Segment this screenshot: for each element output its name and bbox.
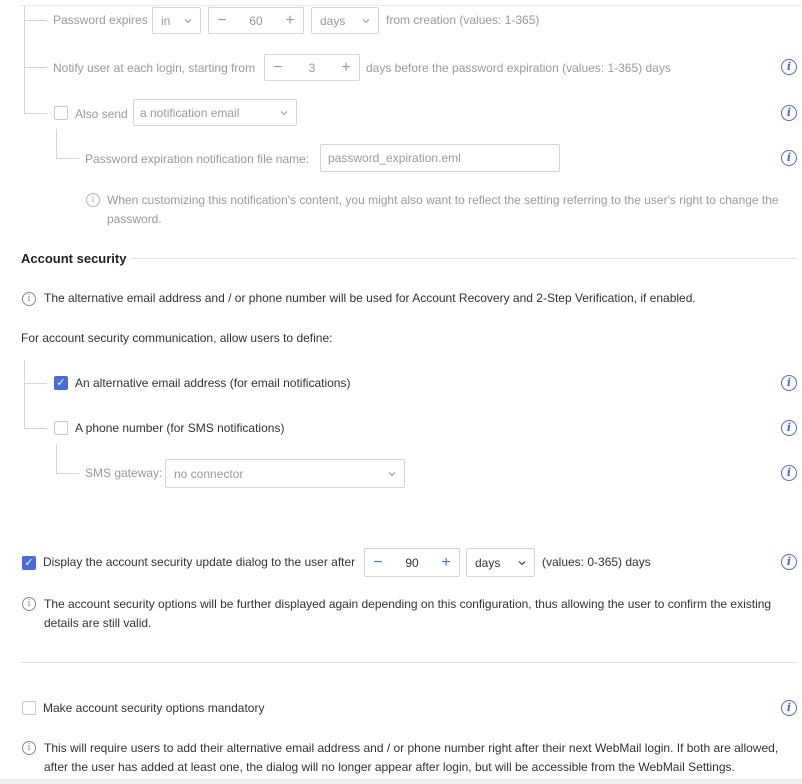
info-icon[interactable]: i bbox=[781, 150, 797, 166]
info-icon[interactable]: i bbox=[781, 375, 797, 391]
alt-email-checkbox[interactable]: ✓ bbox=[54, 376, 68, 390]
stepper-value[interactable]: 90 bbox=[405, 556, 419, 570]
heading-divider bbox=[131, 258, 797, 259]
phone-label: A phone number (for SMS notifications) bbox=[75, 421, 285, 435]
tree-connector bbox=[24, 6, 47, 21]
also-send-select[interactable] bbox=[133, 99, 297, 126]
select-value: days bbox=[320, 14, 346, 28]
filename-label: Password expiration notification file name: bbox=[85, 152, 310, 166]
info-note-icon: i bbox=[22, 292, 36, 306]
update-dialog-note: The account security options will be further displayed again depending on this configuration, thus allowing the user to confirm the existing details are still valid. bbox=[44, 597, 772, 630]
bottom-bar bbox=[0, 779, 802, 784]
phone-checkbox[interactable] bbox=[54, 421, 68, 435]
decrement-button[interactable]: − bbox=[273, 59, 283, 76]
info-note-icon: i bbox=[22, 741, 36, 755]
update-dialog-stepper[interactable] bbox=[364, 548, 460, 577]
update-dialog-label: Display the account security update dialog to the user after bbox=[43, 555, 356, 569]
section-heading: Account security bbox=[21, 251, 127, 266]
info-icon[interactable]: i bbox=[781, 554, 797, 570]
mandatory-note: This will require users to add their alternative email address and / or phone number right after their next WebMail login. If both are allowed, after the user has added at least one, the dialog will no longer appear after login, but will be accessible from the WebMail Settings. bbox=[44, 741, 779, 774]
chevron-down-icon bbox=[280, 109, 288, 117]
allow-label: For account security communication, allow users to define: bbox=[21, 331, 333, 345]
mandatory-label: Make account security options mandatory bbox=[43, 701, 265, 715]
section-divider bbox=[21, 662, 797, 663]
tree-connector bbox=[24, 383, 47, 429]
info-icon[interactable]: i bbox=[781, 700, 797, 716]
select-value: a notification email bbox=[140, 106, 240, 120]
update-dialog-unit-select[interactable] bbox=[466, 548, 535, 577]
alt-email-label: An alternative email address (for email notifications) bbox=[75, 376, 351, 390]
info-note-icon: i bbox=[22, 597, 36, 611]
password-expires-suffix: from creation (values: 1-365) bbox=[386, 13, 540, 27]
increment-button[interactable]: + bbox=[441, 554, 451, 571]
mandatory-checkbox[interactable] bbox=[22, 701, 36, 715]
info-icon[interactable]: i bbox=[781, 59, 797, 75]
password-expires-label: Password expires bbox=[53, 13, 148, 27]
update-dialog-checkbox[interactable]: ✓ bbox=[22, 556, 36, 570]
info-icon[interactable]: i bbox=[781, 105, 797, 121]
notify-suffix: days before the password expiration (values: 1-365) days bbox=[366, 61, 671, 75]
sms-gateway-label: SMS gateway: bbox=[85, 466, 163, 480]
notify-stepper[interactable] bbox=[264, 54, 360, 81]
also-send-checkbox[interactable] bbox=[54, 106, 68, 120]
select-value: days bbox=[475, 556, 501, 570]
customize-note: When customizing this notification's content, you might also want to reflect the setting referring to the user's right to change the password. bbox=[107, 193, 779, 226]
decrement-button[interactable]: − bbox=[217, 12, 227, 29]
filename-input[interactable] bbox=[320, 144, 560, 172]
update-dialog-suffix: (values: 0-365) days bbox=[542, 555, 651, 569]
info-icon[interactable]: i bbox=[781, 420, 797, 436]
filename-value[interactable]: password_expiration.eml bbox=[328, 151, 461, 165]
top-divider bbox=[20, 5, 802, 6]
decrement-button[interactable]: − bbox=[373, 554, 383, 571]
increment-button[interactable]: + bbox=[285, 12, 295, 29]
chevron-down-icon bbox=[362, 17, 370, 25]
tree-connector bbox=[24, 360, 47, 384]
tree-connector bbox=[56, 129, 79, 159]
sms-gateway-select[interactable] bbox=[165, 459, 405, 488]
password-expires-unit-select[interactable] bbox=[311, 7, 379, 34]
increment-button[interactable]: + bbox=[341, 59, 351, 76]
account-security-info: The alternative email address and / or phone number will be used for Account Recovery and 2-Step Verification, if enabled. bbox=[44, 291, 696, 305]
tree-connector bbox=[24, 67, 47, 114]
password-expires-mode-select[interactable] bbox=[152, 7, 201, 34]
stepper-value[interactable]: 60 bbox=[249, 14, 263, 28]
stepper-value[interactable]: 3 bbox=[308, 61, 316, 75]
password-expires-stepper[interactable] bbox=[208, 7, 304, 34]
chevron-down-icon bbox=[518, 559, 526, 567]
tree-connector bbox=[24, 20, 47, 68]
select-value: no connector bbox=[174, 467, 244, 481]
chevron-down-icon bbox=[184, 17, 192, 25]
notify-label: Notify user at each login, starting from bbox=[53, 61, 256, 75]
select-value: in bbox=[161, 14, 171, 28]
tree-connector bbox=[56, 444, 79, 474]
info-note-icon: i bbox=[86, 193, 100, 207]
chevron-down-icon bbox=[388, 470, 396, 478]
also-send-label: Also send bbox=[75, 107, 128, 121]
info-icon[interactable]: i bbox=[781, 465, 797, 481]
